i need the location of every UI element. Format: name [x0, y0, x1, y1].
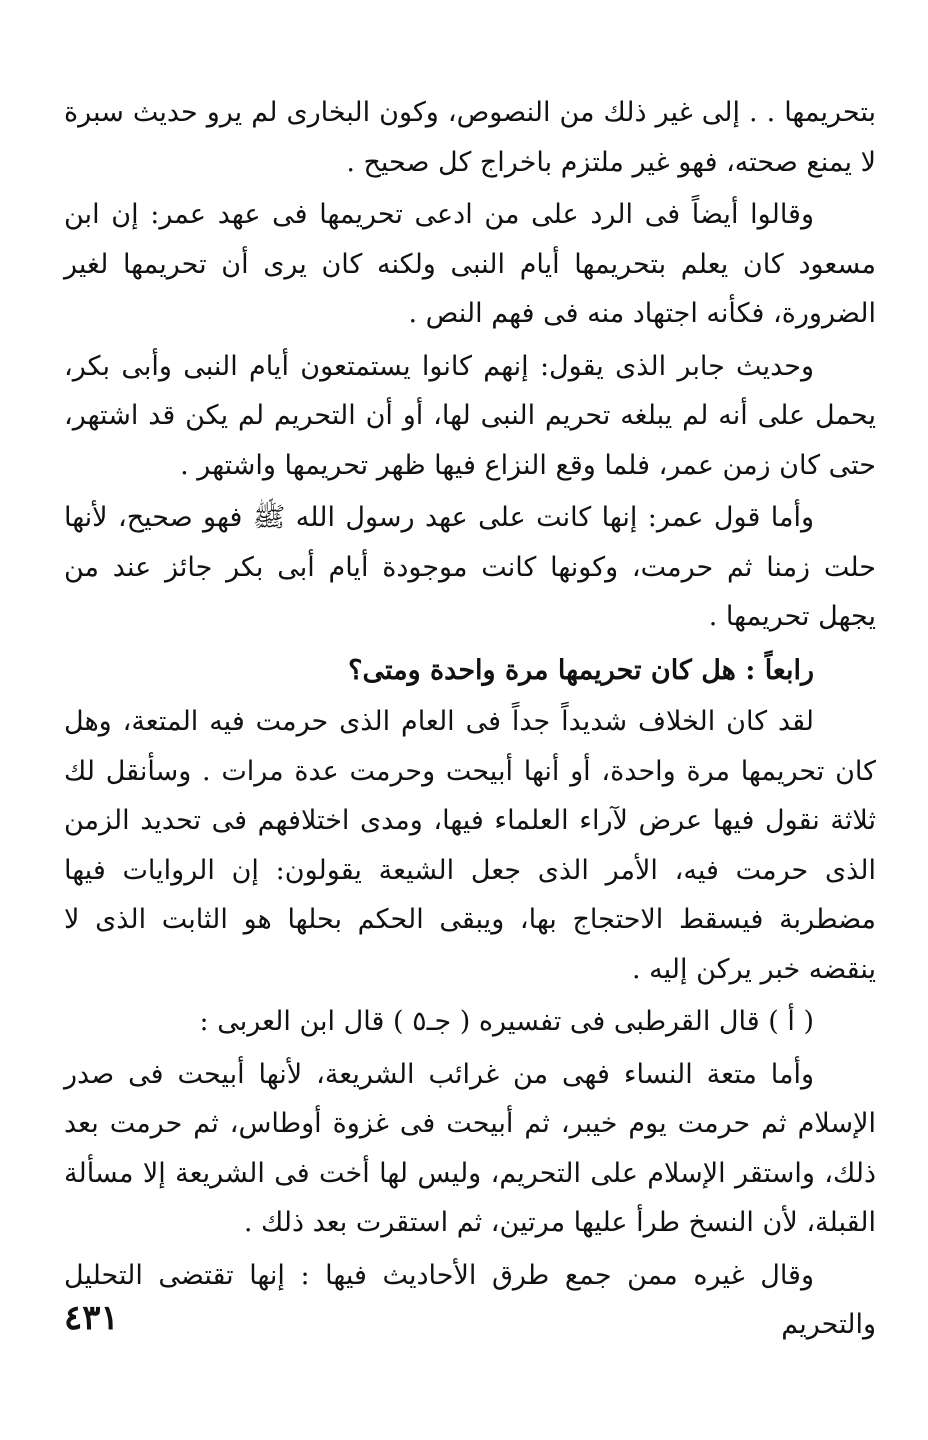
paragraph-disagreement: لقد كان الخلاف شديداً جداً فى العام الذى حرمت فيه المتعة، وهل كان تحريمها مرة واحدة، أو أنها أبيحت وحرمت عدة مرات . وسأنقل لك ثلاثة نقول فيها عرض لآراء العلماء فيها، ومدى اختلافهم فى تحديد الزمن الذى حرمت فيه، الأمر الذى جعل الشيعة يقولون: إن الروايات فيها مضطربة فيسقط الاحتجاج بها، ويبقى الحكم بحلها هو الثابت الذى لا ينقضه خبر يركن إليه . [64, 706, 876, 985]
paragraph-quoted-text: وأما متعة النساء فهى من غرائب الشريعة، لأنها أبيحت فى صدر الإسلام ثم حرمت يوم خيبر، ثم أبيحت فى غزوة أوطاس، ثم حرمت بعد ذلك، واستقر الإسلام على التحريم، وليس لها أخت فى الشريعة إلا مسألة القبلة، لأن النسخ طرأ عليها مرتين، ثم استقرت بعد ذلك . [64, 1058, 876, 1238]
page-number: ٤٣١ [64, 1298, 119, 1338]
paragraph-closing: وقال غيره ممن جمع طرق الأحاديث فيها : إنها تقتضى التحليل والتحريم [64, 1259, 876, 1340]
section-heading: رابعاً : هل كان تحريمها مرة واحدة ومتى؟ [348, 654, 814, 686]
body-text [64, 88, 876, 1350]
paragraph-ibn-masud: وقالوا أيضاً فى الرد على من ادعى تحريمها فى عهد عمر: إن ابن مسعود كان يعلم بتحريمها أيام النبى ولكنه كان يرى أن تحريمها لغير الضرورة، فكأنه اجتهاد منه فى فهم النص . [64, 199, 876, 329]
paragraph-continuation: بتحريمها . . إلى غير ذلك من النصوص، وكون البخارى لم يرو حديث سبرة لا يمنع صحته، فهو غير ملتزم باخراج كل صحيح . [64, 97, 876, 178]
paragraph-qurtubi-citation: ( أ ) قال القرطبى فى تفسيره ( جـ٥ ) قال ابن العربى : [199, 1006, 814, 1037]
paragraph-umar-saying: وأما قول عمر: إنها كانت على عهد رسول الله ﷺ فهو صحيح، لأنها حلت زمنا ثم حرمت، وكونها كانت موجودة أيام أبى بكر جائز عند من يجهل تحريمها . [64, 502, 876, 632]
paragraph-jabir-hadith: وحديث جابر الذى يقول: إنهم كانوا يستمتعون أيام النبى وأبى بكر، يحمل على أنه لم يبلغه تحريم النبى لها، أو أن التحريم لم يكن قد اشتهر، حتى كان زمن عمر، فلما وقع النزاع فيها ظهر تحريمها واشتهر . [64, 350, 876, 481]
